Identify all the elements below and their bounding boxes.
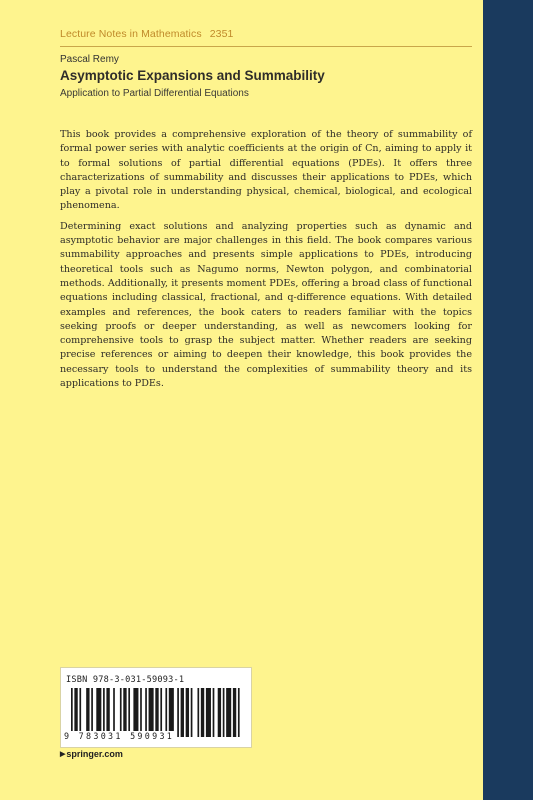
series-name: Lecture Notes in Mathematics <box>60 28 202 40</box>
barcode-bar <box>233 688 236 737</box>
barcode-bar <box>103 688 105 737</box>
barcode-bar <box>197 688 199 737</box>
triangle-right-icon: ▶ <box>60 751 66 758</box>
barcode-bar <box>140 688 142 737</box>
barcode-bar <box>155 688 158 737</box>
barcode-bar <box>71 688 73 737</box>
barcode-bar <box>79 688 81 737</box>
publisher-url <box>60 749 123 759</box>
barcode-bar <box>201 688 204 737</box>
barcode-bar <box>218 688 221 737</box>
barcode-bar <box>113 688 115 737</box>
barcode-bar <box>149 688 154 737</box>
barcode-bar <box>74 688 77 737</box>
publisher-url-text: springer.com <box>66 749 123 759</box>
barcode-bar <box>191 688 193 737</box>
blurb-paragraph-1: This book provides a comprehensive exploration of the theory of summability of formal power series with analytic coefficients at the origin of Cn, aiming to apply it to formal solutions of partial differential equations (PDEs). It offers three characterizations of summability and discusses their applications to PDEs, which play a pivotal role in understanding physical, chemical, biological, and ecological phenomena. <box>60 129 472 212</box>
author-name: Pascal Remy <box>60 54 119 65</box>
barcode-bar <box>238 688 240 737</box>
barcode-bar <box>106 688 109 737</box>
barcode-bar <box>177 688 179 737</box>
book-subtitle: Application to Partial Differential Equations <box>60 88 249 99</box>
barcode-bar <box>133 688 138 737</box>
series-header <box>60 28 233 40</box>
barcode-bar <box>86 688 89 737</box>
book-title: Asymptotic Expansions and Summability <box>60 68 325 83</box>
isbn-barcode-box <box>60 667 252 748</box>
barcode-bar <box>181 688 184 737</box>
blurb <box>60 128 472 397</box>
barcode-bar <box>96 688 101 737</box>
blurb-paragraph-2: Determining exact solutions and analyzing properties such as dynamic and asymptotic behavior are major challenges in this field. The book compares various summability approaches and presents simple applications to PDEs, introducing theoretical tools such as Nagumo norms, Newton polygon, and combinatorial methods. Additionally, it presents moment PDEs, offering a broad class of functional equations including classical, fractional, and q-difference equations. With detailed examples and references, the book caters to readers familiar with the topics seeking proofs or deeper understanding, as well as newcomers looking for comprehensive tools to grasp the subject matter. Whether readers are seeking precise references or aiming to deepen their knowledge, this book provides the necessary tools to understand the complexities of summability theory and its applications to PDEs. <box>60 220 472 390</box>
barcode-bar <box>169 688 174 737</box>
barcode-bar <box>186 688 189 737</box>
barcode-bar <box>206 688 211 737</box>
barcode-bar <box>145 688 147 737</box>
barcode-bar <box>128 688 130 737</box>
series-number: 2351 <box>209 28 234 40</box>
barcode-bar <box>91 688 93 737</box>
barcode-bar <box>223 688 225 737</box>
barcode-bar <box>120 688 122 737</box>
header-divider <box>60 46 472 47</box>
barcode-bar <box>165 688 167 737</box>
isbn-label: ISBN 978-3-031-59093-1 <box>66 675 185 685</box>
barcode-digits: 9 783031 590931 <box>64 731 175 741</box>
barcode-bar <box>123 688 126 737</box>
barcode-image <box>71 688 243 737</box>
barcode-bar <box>213 688 215 737</box>
barcode-bar <box>160 688 162 737</box>
barcode-bar <box>226 688 231 737</box>
spine-color-band <box>483 0 533 800</box>
